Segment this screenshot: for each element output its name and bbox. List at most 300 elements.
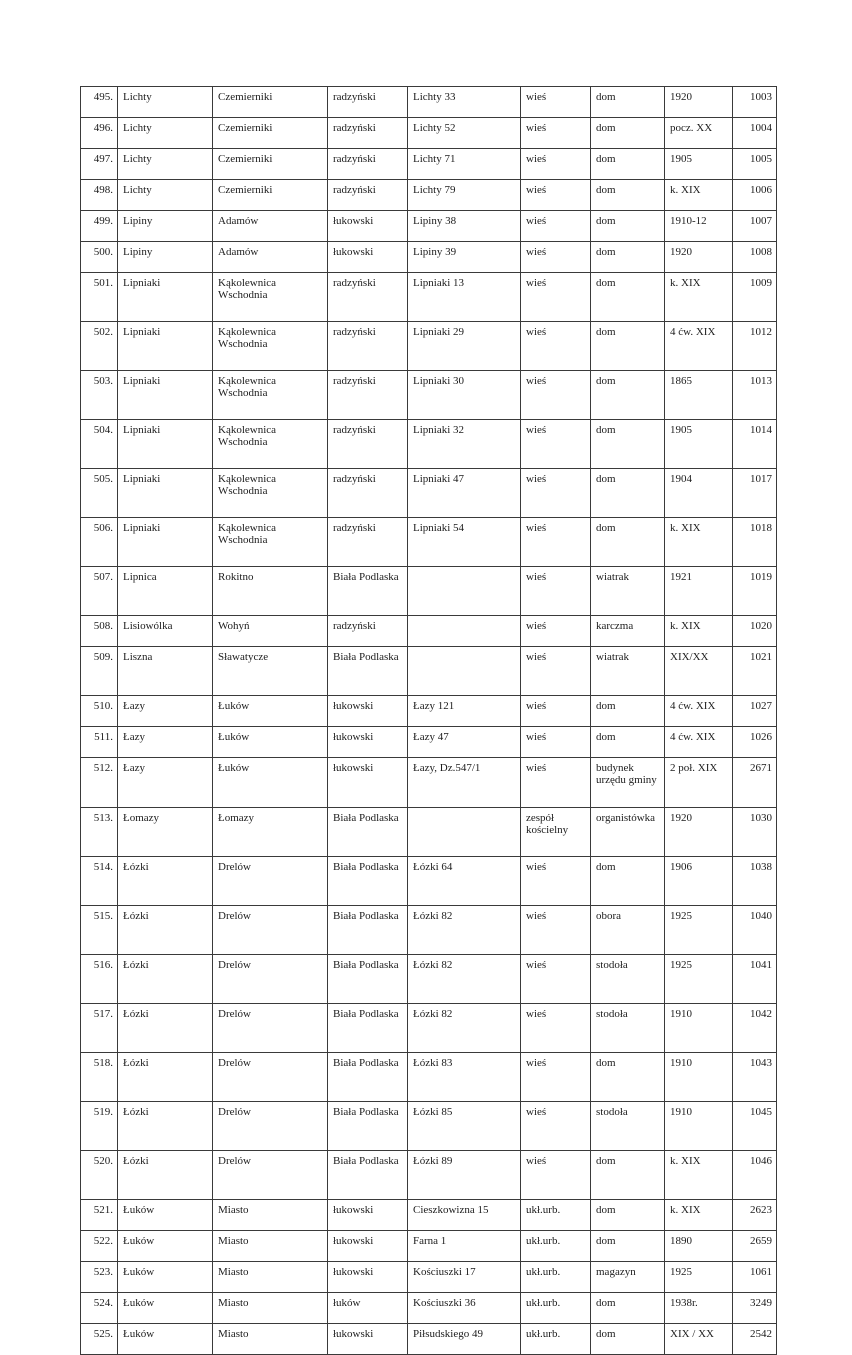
locality-cell: Lichty bbox=[118, 180, 213, 211]
locality-cell: Łózki bbox=[118, 1151, 213, 1200]
county-cell: radzyński bbox=[328, 371, 408, 420]
commune-cell: Łomazy bbox=[213, 808, 328, 857]
dating-cell: 1920 bbox=[665, 242, 733, 273]
table-row bbox=[81, 1293, 777, 1324]
table-row bbox=[81, 420, 777, 469]
register-number-cell: 2659 bbox=[733, 1231, 777, 1262]
table-row bbox=[81, 955, 777, 1004]
object-type-cell: dom bbox=[591, 1231, 665, 1262]
row-number-cell: 518. bbox=[81, 1053, 118, 1102]
commune-cell: Drelów bbox=[213, 1004, 328, 1053]
register-number-cell: 1012 bbox=[733, 322, 777, 371]
commune-cell: Adamów bbox=[213, 242, 328, 273]
table-row bbox=[81, 808, 777, 857]
locality-cell: Lipniaki bbox=[118, 322, 213, 371]
settlement-type-cell: wieś bbox=[521, 857, 591, 906]
object-type-cell: dom bbox=[591, 1293, 665, 1324]
county-cell: radzyński bbox=[328, 518, 408, 567]
settlement-type-cell: wieś bbox=[521, 273, 591, 322]
row-number-cell: 503. bbox=[81, 371, 118, 420]
table-row bbox=[81, 242, 777, 273]
commune-cell: Rokitno bbox=[213, 567, 328, 616]
settlement-type-cell: wieś bbox=[521, 420, 591, 469]
dating-cell: 1905 bbox=[665, 420, 733, 469]
address-cell: Łózki 64 bbox=[408, 857, 521, 906]
register-number-cell: 1013 bbox=[733, 371, 777, 420]
commune-cell: Kąkolewnica Wschodnia bbox=[213, 420, 328, 469]
object-type-cell: wiatrak bbox=[591, 567, 665, 616]
commune-cell: Miasto bbox=[213, 1231, 328, 1262]
address-cell: Lipniaki 29 bbox=[408, 322, 521, 371]
object-type-cell: dom bbox=[591, 1151, 665, 1200]
county-cell: Biała Podlaska bbox=[328, 857, 408, 906]
settlement-type-cell: wieś bbox=[521, 211, 591, 242]
object-type-cell: dom bbox=[591, 420, 665, 469]
object-type-cell: dom bbox=[591, 727, 665, 758]
dating-cell: XIX/XX bbox=[665, 647, 733, 696]
address-cell: Piłsudskiego 49 bbox=[408, 1324, 521, 1355]
locality-cell: Łuków bbox=[118, 1200, 213, 1231]
county-cell: łukowski bbox=[328, 211, 408, 242]
address-cell: Farna 1 bbox=[408, 1231, 521, 1262]
commune-cell: Łuków bbox=[213, 696, 328, 727]
dating-cell: k. XIX bbox=[665, 180, 733, 211]
dating-cell: 1925 bbox=[665, 1262, 733, 1293]
table-row bbox=[81, 1324, 777, 1355]
locality-cell: Łazy bbox=[118, 758, 213, 808]
object-type-cell: dom bbox=[591, 180, 665, 211]
register-number-cell: 1026 bbox=[733, 727, 777, 758]
commune-cell: Kąkolewnica Wschodnia bbox=[213, 322, 328, 371]
table-row bbox=[81, 211, 777, 242]
dating-cell: 1910 bbox=[665, 1004, 733, 1053]
settlement-type-cell: ukł.urb. bbox=[521, 1324, 591, 1355]
address-cell: Lipniaki 32 bbox=[408, 420, 521, 469]
table-row bbox=[81, 118, 777, 149]
register-number-cell: 1045 bbox=[733, 1102, 777, 1151]
settlement-type-cell: wieś bbox=[521, 469, 591, 518]
dating-cell: 4 ćw. XIX bbox=[665, 696, 733, 727]
row-number-cell: 511. bbox=[81, 727, 118, 758]
row-number-cell: 497. bbox=[81, 149, 118, 180]
object-type-cell: dom bbox=[591, 273, 665, 322]
county-cell: Biała Podlaska bbox=[328, 1004, 408, 1053]
table-row bbox=[81, 857, 777, 906]
county-cell: radzyński bbox=[328, 180, 408, 211]
register-number-cell: 2542 bbox=[733, 1324, 777, 1355]
object-type-cell: dom bbox=[591, 469, 665, 518]
register-number-cell: 1005 bbox=[733, 149, 777, 180]
locality-cell: Łózki bbox=[118, 906, 213, 955]
dating-cell: 4 ćw. XIX bbox=[665, 727, 733, 758]
settlement-type-cell: wieś bbox=[521, 87, 591, 118]
address-cell: Lichty 79 bbox=[408, 180, 521, 211]
table-row bbox=[81, 696, 777, 727]
commune-cell: Adamów bbox=[213, 211, 328, 242]
address-cell: Lipiny 39 bbox=[408, 242, 521, 273]
dating-cell: k. XIX bbox=[665, 273, 733, 322]
county-cell: łukowski bbox=[328, 1262, 408, 1293]
register-number-cell: 1009 bbox=[733, 273, 777, 322]
address-cell: Kościuszki 36 bbox=[408, 1293, 521, 1324]
object-type-cell: dom bbox=[591, 371, 665, 420]
county-cell: Biała Podlaska bbox=[328, 1102, 408, 1151]
dating-cell: k. XIX bbox=[665, 616, 733, 647]
address-cell: Łózki 82 bbox=[408, 955, 521, 1004]
commune-cell: Miasto bbox=[213, 1200, 328, 1231]
object-type-cell: dom bbox=[591, 87, 665, 118]
table-row bbox=[81, 1262, 777, 1293]
locality-cell: Łomazy bbox=[118, 808, 213, 857]
row-number-cell: 509. bbox=[81, 647, 118, 696]
dating-cell: 1921 bbox=[665, 567, 733, 616]
settlement-type-cell: wieś bbox=[521, 180, 591, 211]
register-number-cell: 1040 bbox=[733, 906, 777, 955]
settlement-type-cell: ukł.urb. bbox=[521, 1262, 591, 1293]
commune-cell: Kąkolewnica Wschodnia bbox=[213, 518, 328, 567]
row-number-cell: 524. bbox=[81, 1293, 118, 1324]
register-number-cell: 1043 bbox=[733, 1053, 777, 1102]
county-cell: łukowski bbox=[328, 696, 408, 727]
commune-cell: Kąkolewnica Wschodnia bbox=[213, 273, 328, 322]
dating-cell: k. XIX bbox=[665, 1200, 733, 1231]
locality-cell: Łózki bbox=[118, 955, 213, 1004]
object-type-cell: wiatrak bbox=[591, 647, 665, 696]
locality-cell: Łuków bbox=[118, 1231, 213, 1262]
county-cell: łukowski bbox=[328, 1324, 408, 1355]
row-number-cell: 523. bbox=[81, 1262, 118, 1293]
settlement-type-cell: wieś bbox=[521, 758, 591, 808]
dating-cell: 1910 bbox=[665, 1053, 733, 1102]
settlement-type-cell: wieś bbox=[521, 955, 591, 1004]
row-number-cell: 516. bbox=[81, 955, 118, 1004]
row-number-cell: 521. bbox=[81, 1200, 118, 1231]
locality-cell: Lichty bbox=[118, 118, 213, 149]
object-type-cell: dom bbox=[591, 1324, 665, 1355]
address-cell: Łózki 89 bbox=[408, 1151, 521, 1200]
county-cell: radzyński bbox=[328, 616, 408, 647]
register-number-cell: 1006 bbox=[733, 180, 777, 211]
commune-cell: Kąkolewnica Wschodnia bbox=[213, 371, 328, 420]
object-type-cell: stodoła bbox=[591, 955, 665, 1004]
address-cell bbox=[408, 647, 521, 696]
table-row bbox=[81, 518, 777, 567]
locality-cell: Lipniaki bbox=[118, 469, 213, 518]
dating-cell: 1910-12 bbox=[665, 211, 733, 242]
commune-cell: Czemierniki bbox=[213, 180, 328, 211]
table-row bbox=[81, 758, 777, 808]
dating-cell: 2 poł. XIX bbox=[665, 758, 733, 808]
address-cell: Cieszkowizna 15 bbox=[408, 1200, 521, 1231]
dating-cell: 1865 bbox=[665, 371, 733, 420]
locality-cell: Lipiny bbox=[118, 242, 213, 273]
commune-cell: Sławatycze bbox=[213, 647, 328, 696]
settlement-type-cell: ukł.urb. bbox=[521, 1231, 591, 1262]
row-number-cell: 496. bbox=[81, 118, 118, 149]
dating-cell: XIX / XX bbox=[665, 1324, 733, 1355]
register-number-cell: 1017 bbox=[733, 469, 777, 518]
register-number-cell: 1020 bbox=[733, 616, 777, 647]
register-number-cell: 2671 bbox=[733, 758, 777, 808]
row-number-cell: 508. bbox=[81, 616, 118, 647]
table-row bbox=[81, 616, 777, 647]
address-cell: Łózki 83 bbox=[408, 1053, 521, 1102]
address-cell: Lichty 33 bbox=[408, 87, 521, 118]
locality-cell: Lisiowólka bbox=[118, 616, 213, 647]
locality-cell: Łuków bbox=[118, 1324, 213, 1355]
table-row bbox=[81, 1151, 777, 1200]
settlement-type-cell: wieś bbox=[521, 1102, 591, 1151]
locality-cell: Łózki bbox=[118, 857, 213, 906]
register-number-cell: 2623 bbox=[733, 1200, 777, 1231]
register-number-cell: 1018 bbox=[733, 518, 777, 567]
object-type-cell: budynek urzędu gminy bbox=[591, 758, 665, 808]
commune-cell: Czemierniki bbox=[213, 87, 328, 118]
county-cell: radzyński bbox=[328, 118, 408, 149]
table-body bbox=[81, 87, 777, 1355]
monument-register-table bbox=[80, 86, 777, 1355]
county-cell: radzyński bbox=[328, 420, 408, 469]
address-cell: Lipniaki 13 bbox=[408, 273, 521, 322]
dating-cell: 1910 bbox=[665, 1102, 733, 1151]
county-cell: radzyński bbox=[328, 469, 408, 518]
dating-cell: 1904 bbox=[665, 469, 733, 518]
commune-cell: Miasto bbox=[213, 1324, 328, 1355]
register-number-cell: 1014 bbox=[733, 420, 777, 469]
locality-cell: Łazy bbox=[118, 727, 213, 758]
object-type-cell: dom bbox=[591, 118, 665, 149]
register-number-cell: 1030 bbox=[733, 808, 777, 857]
dating-cell: 1925 bbox=[665, 955, 733, 1004]
object-type-cell: stodoła bbox=[591, 1004, 665, 1053]
locality-cell: Lichty bbox=[118, 87, 213, 118]
county-cell: łukowski bbox=[328, 1200, 408, 1231]
dating-cell: k. XIX bbox=[665, 518, 733, 567]
row-number-cell: 519. bbox=[81, 1102, 118, 1151]
row-number-cell: 517. bbox=[81, 1004, 118, 1053]
dating-cell: 1906 bbox=[665, 857, 733, 906]
settlement-type-cell: wieś bbox=[521, 906, 591, 955]
address-cell: Lipniaki 30 bbox=[408, 371, 521, 420]
address-cell: Łózki 85 bbox=[408, 1102, 521, 1151]
object-type-cell: karczma bbox=[591, 616, 665, 647]
address-cell: Lipniaki 47 bbox=[408, 469, 521, 518]
object-type-cell: dom bbox=[591, 696, 665, 727]
settlement-type-cell: wieś bbox=[521, 727, 591, 758]
county-cell: Biała Podlaska bbox=[328, 647, 408, 696]
row-number-cell: 499. bbox=[81, 211, 118, 242]
address-cell: Łózki 82 bbox=[408, 1004, 521, 1053]
county-cell: Biała Podlaska bbox=[328, 955, 408, 1004]
county-cell: łukowski bbox=[328, 727, 408, 758]
dating-cell: 1938r. bbox=[665, 1293, 733, 1324]
dating-cell: 1920 bbox=[665, 87, 733, 118]
locality-cell: Lichty bbox=[118, 149, 213, 180]
county-cell: radzyński bbox=[328, 87, 408, 118]
table-row bbox=[81, 180, 777, 211]
address-cell: Łazy, Dz.547/1 bbox=[408, 758, 521, 808]
row-number-cell: 525. bbox=[81, 1324, 118, 1355]
county-cell: Biała Podlaska bbox=[328, 1151, 408, 1200]
settlement-type-cell: wieś bbox=[521, 518, 591, 567]
commune-cell: Drelów bbox=[213, 906, 328, 955]
locality-cell: Łuków bbox=[118, 1262, 213, 1293]
table-row bbox=[81, 469, 777, 518]
register-number-cell: 1003 bbox=[733, 87, 777, 118]
table-row bbox=[81, 1053, 777, 1102]
address-cell bbox=[408, 567, 521, 616]
register-number-cell: 1041 bbox=[733, 955, 777, 1004]
register-number-cell: 1061 bbox=[733, 1262, 777, 1293]
settlement-type-cell: wieś bbox=[521, 118, 591, 149]
row-number-cell: 498. bbox=[81, 180, 118, 211]
locality-cell: Lipniaki bbox=[118, 371, 213, 420]
settlement-type-cell: ukł.urb. bbox=[521, 1200, 591, 1231]
commune-cell: Czemierniki bbox=[213, 118, 328, 149]
dating-cell: 1890 bbox=[665, 1231, 733, 1262]
object-type-cell: dom bbox=[591, 322, 665, 371]
locality-cell: Łazy bbox=[118, 696, 213, 727]
row-number-cell: 495. bbox=[81, 87, 118, 118]
address-cell: Łazy 47 bbox=[408, 727, 521, 758]
county-cell: Biała Podlaska bbox=[328, 1053, 408, 1102]
settlement-type-cell: wieś bbox=[521, 1004, 591, 1053]
table-row bbox=[81, 647, 777, 696]
locality-cell: Łózki bbox=[118, 1102, 213, 1151]
settlement-type-cell: wieś bbox=[521, 1053, 591, 1102]
commune-cell: Drelów bbox=[213, 1102, 328, 1151]
address-cell bbox=[408, 616, 521, 647]
table-row bbox=[81, 1004, 777, 1053]
settlement-type-cell: ukł.urb. bbox=[521, 1293, 591, 1324]
row-number-cell: 506. bbox=[81, 518, 118, 567]
settlement-type-cell: wieś bbox=[521, 567, 591, 616]
monument-register-page bbox=[80, 86, 776, 1355]
register-number-cell: 1008 bbox=[733, 242, 777, 273]
county-cell: Biała Podlaska bbox=[328, 808, 408, 857]
object-type-cell: dom bbox=[591, 211, 665, 242]
object-type-cell: dom bbox=[591, 518, 665, 567]
commune-cell: Miasto bbox=[213, 1262, 328, 1293]
row-number-cell: 507. bbox=[81, 567, 118, 616]
register-number-cell: 1038 bbox=[733, 857, 777, 906]
county-cell: łuków bbox=[328, 1293, 408, 1324]
dating-cell: k. XIX bbox=[665, 1151, 733, 1200]
row-number-cell: 512. bbox=[81, 758, 118, 808]
object-type-cell: dom bbox=[591, 857, 665, 906]
settlement-type-cell: wieś bbox=[521, 616, 591, 647]
table-row bbox=[81, 273, 777, 322]
row-number-cell: 502. bbox=[81, 322, 118, 371]
commune-cell: Drelów bbox=[213, 1151, 328, 1200]
commune-cell: Wohyń bbox=[213, 616, 328, 647]
county-cell: łukowski bbox=[328, 242, 408, 273]
register-number-cell: 1042 bbox=[733, 1004, 777, 1053]
address-cell: Lichty 52 bbox=[408, 118, 521, 149]
table-row bbox=[81, 322, 777, 371]
row-number-cell: 501. bbox=[81, 273, 118, 322]
table-row bbox=[81, 727, 777, 758]
dating-cell: pocz. XX bbox=[665, 118, 733, 149]
table-row bbox=[81, 906, 777, 955]
settlement-type-cell: zespół kościelny bbox=[521, 808, 591, 857]
register-number-cell: 1021 bbox=[733, 647, 777, 696]
commune-cell: Miasto bbox=[213, 1293, 328, 1324]
table-row bbox=[81, 1231, 777, 1262]
county-cell: łukowski bbox=[328, 1231, 408, 1262]
settlement-type-cell: wieś bbox=[521, 371, 591, 420]
register-number-cell: 1004 bbox=[733, 118, 777, 149]
locality-cell: Lipniaki bbox=[118, 420, 213, 469]
object-type-cell: dom bbox=[591, 1053, 665, 1102]
county-cell: radzyński bbox=[328, 273, 408, 322]
locality-cell: Liszna bbox=[118, 647, 213, 696]
settlement-type-cell: wieś bbox=[521, 647, 591, 696]
row-number-cell: 510. bbox=[81, 696, 118, 727]
address-cell: Łazy 121 bbox=[408, 696, 521, 727]
locality-cell: Łózki bbox=[118, 1004, 213, 1053]
commune-cell: Drelów bbox=[213, 1053, 328, 1102]
settlement-type-cell: wieś bbox=[521, 242, 591, 273]
register-number-cell: 1019 bbox=[733, 567, 777, 616]
row-number-cell: 520. bbox=[81, 1151, 118, 1200]
row-number-cell: 514. bbox=[81, 857, 118, 906]
address-cell: Lichty 71 bbox=[408, 149, 521, 180]
locality-cell: Łuków bbox=[118, 1293, 213, 1324]
commune-cell: Drelów bbox=[213, 955, 328, 1004]
table-row bbox=[81, 1102, 777, 1151]
register-number-cell: 3249 bbox=[733, 1293, 777, 1324]
locality-cell: Lipniaki bbox=[118, 273, 213, 322]
row-number-cell: 515. bbox=[81, 906, 118, 955]
table-row bbox=[81, 1200, 777, 1231]
object-type-cell: obora bbox=[591, 906, 665, 955]
county-cell: Biała Podlaska bbox=[328, 906, 408, 955]
object-type-cell: dom bbox=[591, 1200, 665, 1231]
register-number-cell: 1046 bbox=[733, 1151, 777, 1200]
row-number-cell: 513. bbox=[81, 808, 118, 857]
row-number-cell: 500. bbox=[81, 242, 118, 273]
commune-cell: Łuków bbox=[213, 727, 328, 758]
table-row bbox=[81, 567, 777, 616]
locality-cell: Łózki bbox=[118, 1053, 213, 1102]
address-cell bbox=[408, 808, 521, 857]
settlement-type-cell: wieś bbox=[521, 1151, 591, 1200]
locality-cell: Lipiny bbox=[118, 211, 213, 242]
commune-cell: Kąkolewnica Wschodnia bbox=[213, 469, 328, 518]
address-cell: Lipiny 38 bbox=[408, 211, 521, 242]
dating-cell: 1925 bbox=[665, 906, 733, 955]
object-type-cell: magazyn bbox=[591, 1262, 665, 1293]
commune-cell: Drelów bbox=[213, 857, 328, 906]
dating-cell: 1905 bbox=[665, 149, 733, 180]
address-cell: Kościuszki 17 bbox=[408, 1262, 521, 1293]
county-cell: łukowski bbox=[328, 758, 408, 808]
county-cell: Biała Podlaska bbox=[328, 567, 408, 616]
table-row bbox=[81, 149, 777, 180]
locality-cell: Lipniaki bbox=[118, 518, 213, 567]
object-type-cell: dom bbox=[591, 242, 665, 273]
table-row bbox=[81, 371, 777, 420]
dating-cell: 4 ćw. XIX bbox=[665, 322, 733, 371]
county-cell: radzyński bbox=[328, 322, 408, 371]
register-number-cell: 1027 bbox=[733, 696, 777, 727]
row-number-cell: 505. bbox=[81, 469, 118, 518]
locality-cell: Lipnica bbox=[118, 567, 213, 616]
county-cell: radzyński bbox=[328, 149, 408, 180]
table-row bbox=[81, 87, 777, 118]
settlement-type-cell: wieś bbox=[521, 322, 591, 371]
